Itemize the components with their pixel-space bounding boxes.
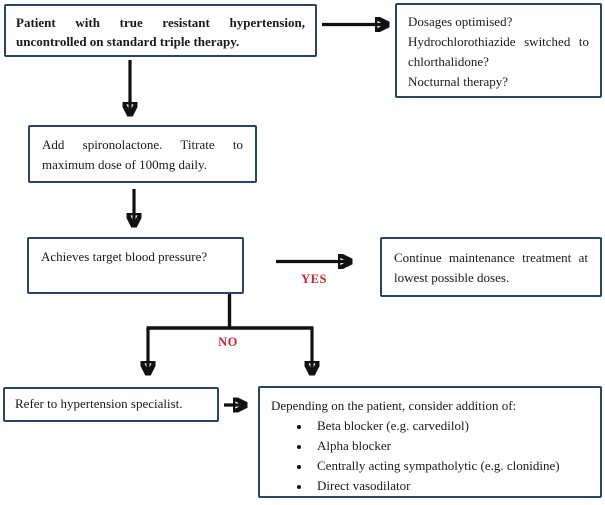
yes-label: YES (301, 272, 327, 286)
box-achieves-target-bp (27, 237, 244, 294)
box-add-spironolactone (28, 125, 257, 183)
bullet-direct-vasodilator: • Direct vasodilator (311, 476, 589, 496)
box-consider-additions (258, 386, 602, 498)
box-spironolactone-text: Add spironolactone. Titrate to maximum dose of 100mg daily. (42, 137, 243, 172)
consider-bullet-list (271, 416, 589, 496)
box-refer-text: Refer to hypertension specialist. (15, 396, 183, 411)
question-dosages: Dosages optimised? (408, 14, 513, 29)
consider-title: Depending on the patient, consider addition of: (271, 398, 517, 413)
question-nocturnal: Nocturnal therapy? (408, 74, 508, 89)
no-label: NO (218, 335, 238, 349)
box-target-bp-text: Achieves target blood pressure? (41, 249, 208, 264)
bullet-alpha-blocker: • Alpha blocker (311, 436, 589, 456)
bullet-beta-blocker: • Beta blocker (e.g. carvedilol) (311, 416, 589, 436)
box-patient-resistant-hypertension (4, 4, 317, 57)
box-maintenance-text: Continue maintenance treatment at lowest possible doses. (394, 250, 588, 285)
box-patient-text: Patient with true resistant hypertension, uncontrolled on standard triple therapy. (16, 15, 305, 49)
bullet-central-sympatholytic: • Centrally acting sympatholytic (e.g. clonidine) (311, 456, 589, 476)
box-refer-specialist (3, 387, 219, 422)
question-hydrochlorothiazide: Hydrochlorothiazide switched to chlorthalidone? (408, 34, 589, 69)
box-continue-maintenance (380, 237, 602, 297)
box-optimisation-questions (395, 3, 602, 98)
